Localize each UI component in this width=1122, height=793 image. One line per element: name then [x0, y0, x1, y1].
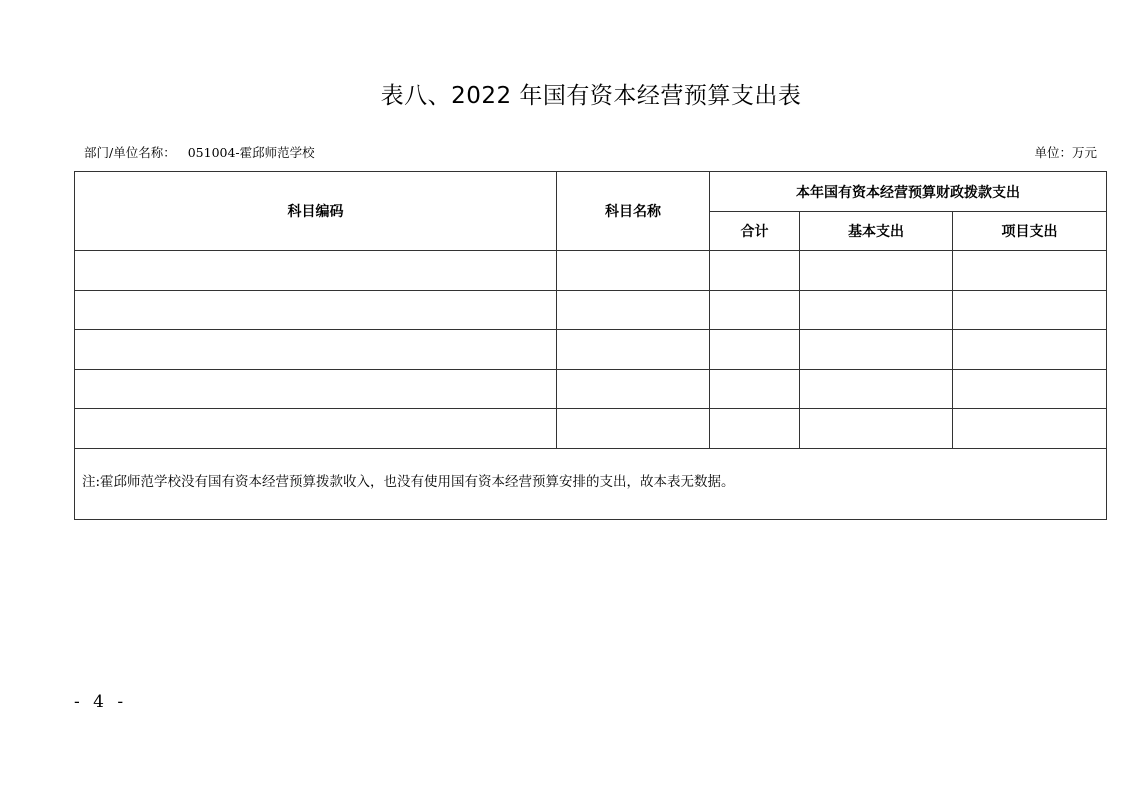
cell-subject-name: [557, 290, 710, 330]
cell-subject-name: [557, 409, 710, 449]
header-group-expenditure: 本年国有资本经营预算财政拨款支出: [710, 172, 1107, 212]
note-row: [75, 448, 1107, 519]
cell-total: [710, 290, 800, 330]
cell-project: [953, 369, 1107, 409]
cell-total: [710, 330, 800, 370]
cell-total: [710, 409, 800, 449]
department-info: [84, 144, 315, 162]
cell-project: [953, 290, 1107, 330]
cell-total: [710, 251, 800, 291]
table-row: [75, 369, 1107, 409]
cell-basic: [800, 251, 953, 291]
budget-table: [74, 171, 1107, 520]
cell-basic: [800, 290, 953, 330]
table-row: [75, 251, 1107, 291]
table-row: [75, 409, 1107, 449]
cell-project: [953, 409, 1107, 449]
page-number: - 4 -: [74, 692, 128, 712]
cell-subject-code: [75, 290, 557, 330]
cell-subject-name: [557, 369, 710, 409]
cell-basic: [800, 330, 953, 370]
cell-subject-code: [75, 330, 557, 370]
department-value: 051004-霍邱师范学校: [187, 145, 315, 160]
cell-subject-name: [557, 330, 710, 370]
header-subject-name: 科目名称: [557, 172, 710, 251]
unit-label: 单位：万元: [1034, 145, 1097, 160]
department-label: 部门/单位名称：: [84, 145, 176, 160]
table-row: [75, 290, 1107, 330]
cell-basic: [800, 369, 953, 409]
cell-subject-name: [557, 251, 710, 291]
cell-subject-code: [75, 251, 557, 291]
cell-basic: [800, 409, 953, 449]
header-basic-expenditure: 基本支出: [800, 212, 953, 251]
cell-project: [953, 251, 1107, 291]
table-row: [75, 330, 1107, 370]
header-project-expenditure: 项目支出: [953, 212, 1107, 251]
page-title: 表八、2022 年国有资本经营预算支出表: [380, 83, 802, 109]
cell-total: [710, 369, 800, 409]
header-subject-code: 科目编码: [75, 172, 557, 251]
header-total: 合计: [710, 212, 800, 251]
cell-subject-code: [75, 369, 557, 409]
cell-subject-code: [75, 409, 557, 449]
table-note: 注:霍邱师范学校没有国有资本经营预算拨款收入，也没有使用国有资本经营预算安排的支出，故本表无数据。: [75, 448, 1107, 519]
cell-project: [953, 330, 1107, 370]
